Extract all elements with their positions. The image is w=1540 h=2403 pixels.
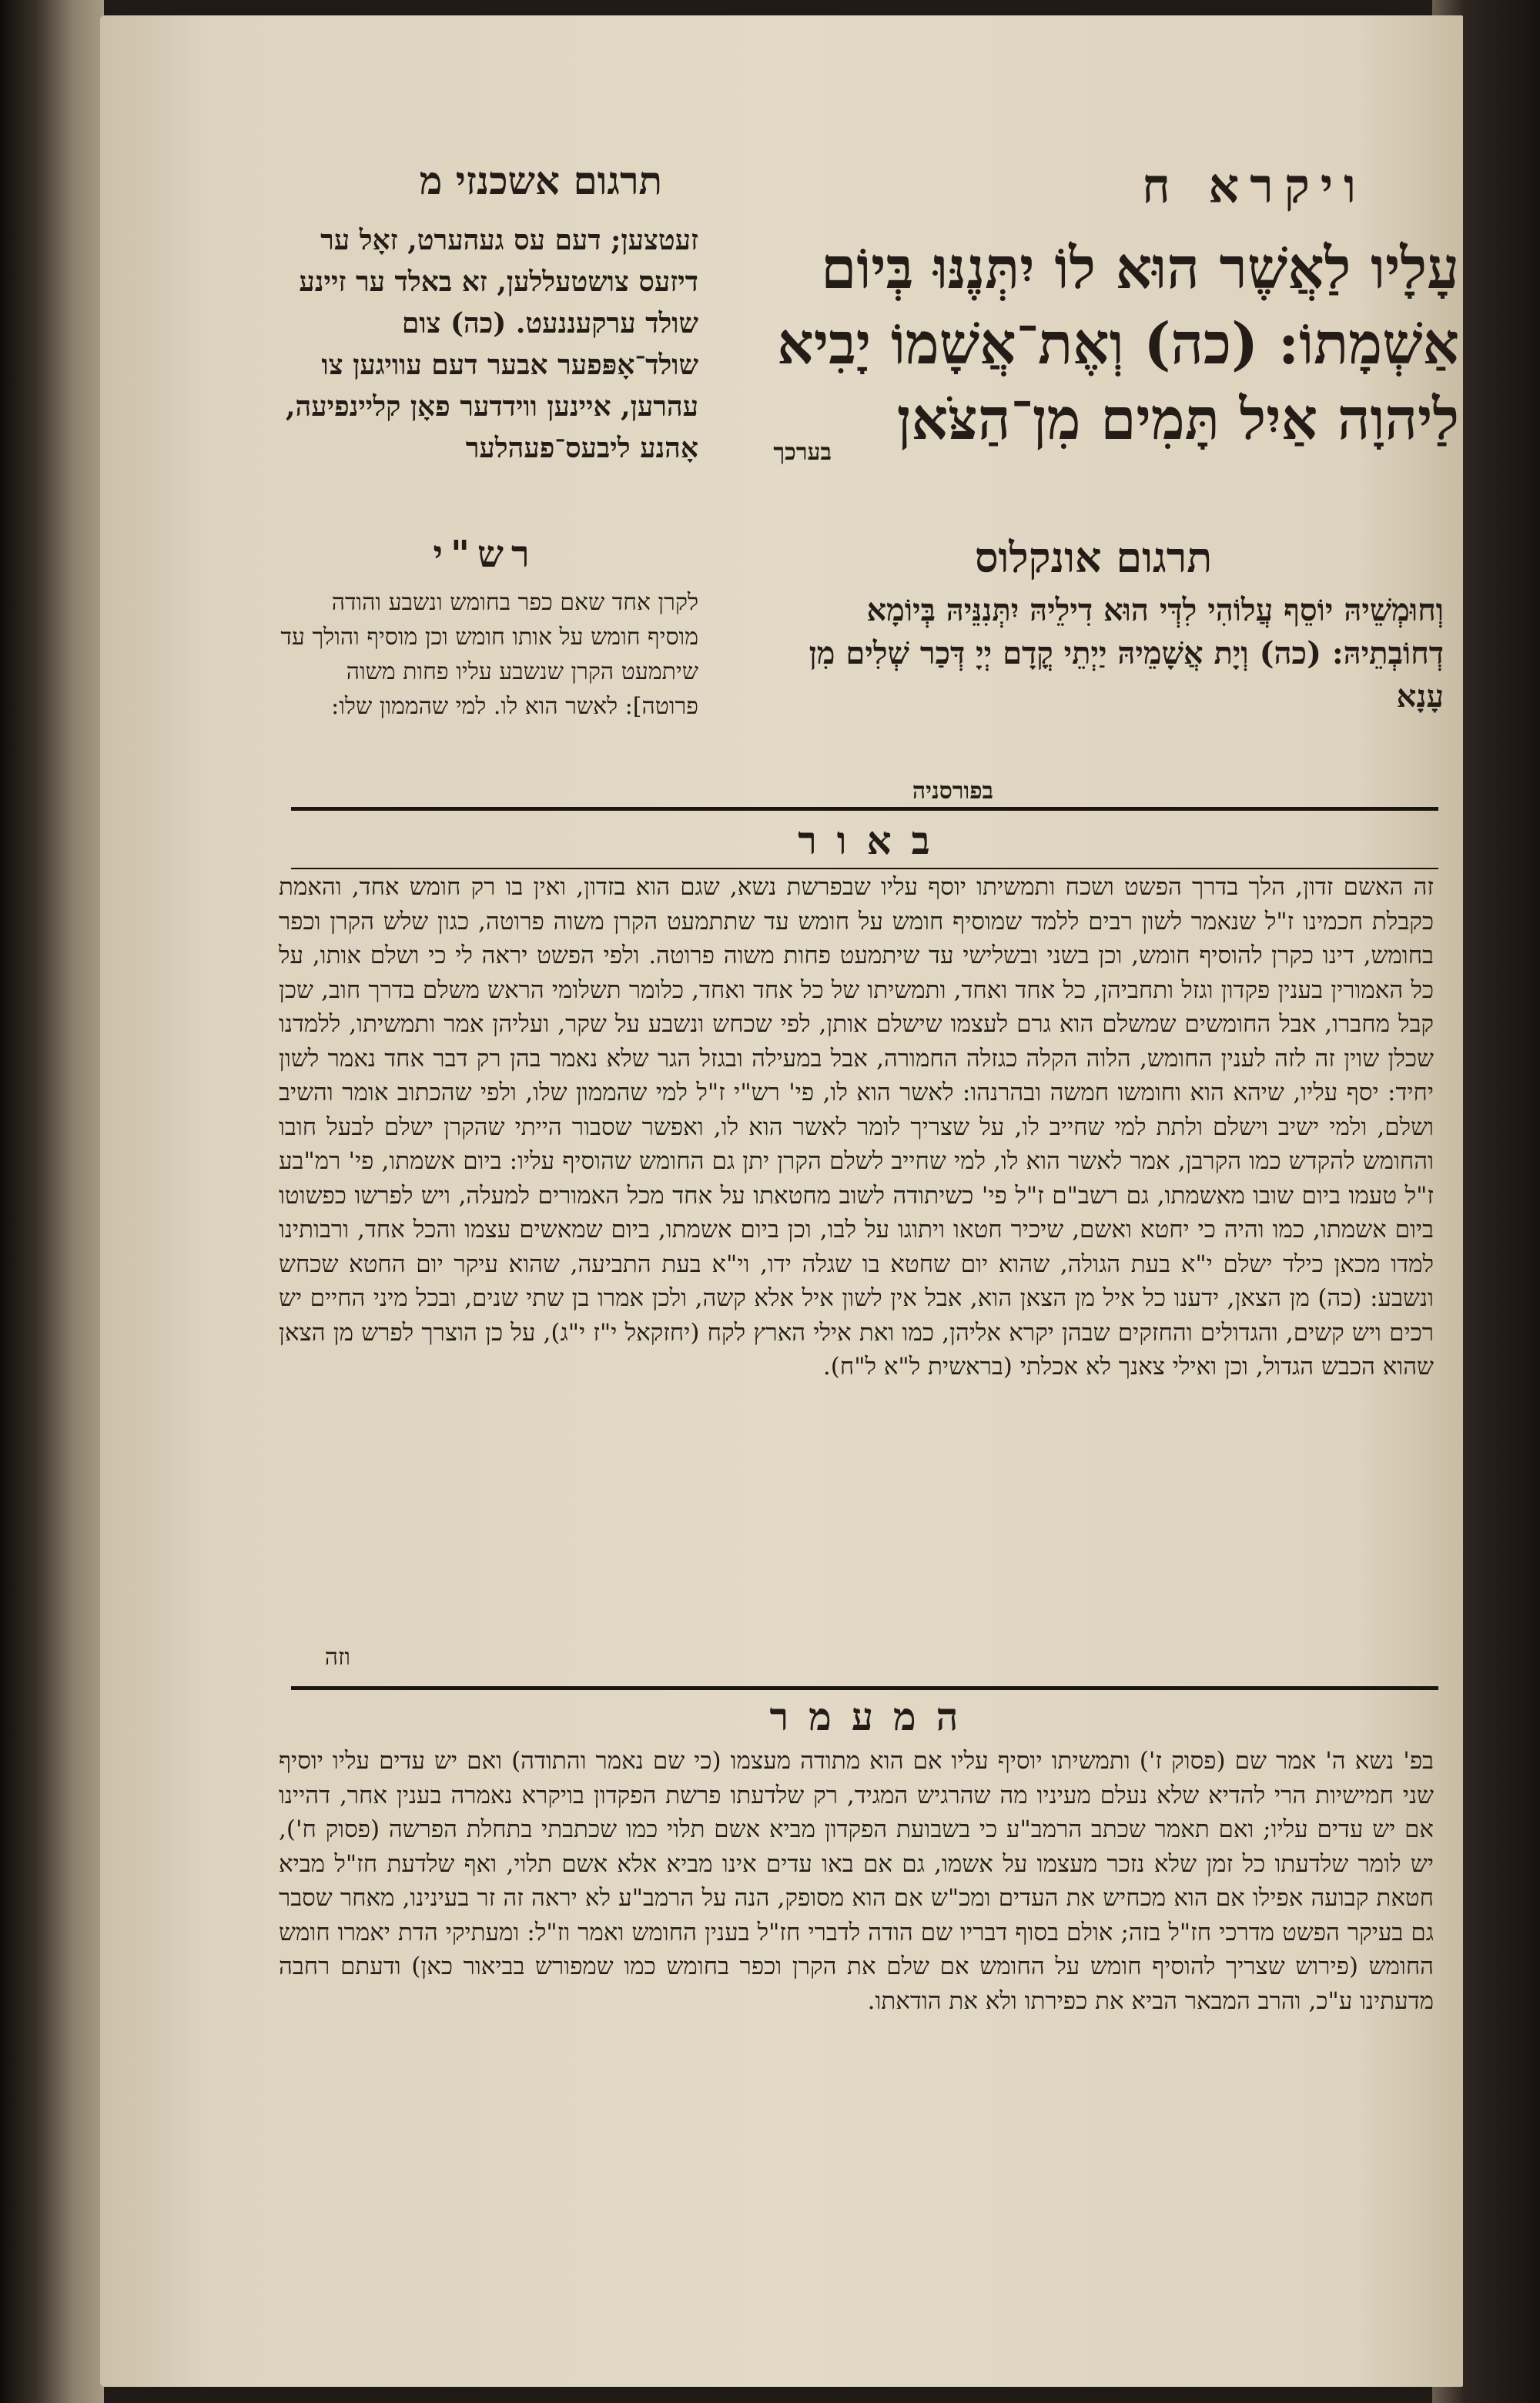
running-header-translation: תרגום אשכנזי מ	[419, 158, 662, 203]
biur-title: באור	[798, 818, 950, 863]
onkelos-marginal-note: בפורסניה	[912, 778, 993, 805]
verse-text: עָלָיו לַאֲשֶׁר הוּא לוֹ יִתְּנֶנּוּ בְּיוֹם אַשְׁמָתוֹ: (כה) וְאֶת־אֲשָׁמוֹ יָבִיא לַיהוָה אַיִל תָּמִים מִן־הַצֹּאן	[777, 236, 1459, 453]
meamar-title: המעמר	[769, 1694, 979, 1739]
catchword: וזה	[324, 1644, 350, 1671]
verse-marginal-note: בערכך	[773, 439, 832, 466]
divider-rule	[291, 868, 1438, 869]
book-left-edge	[0, 0, 104, 2403]
divider-rule	[291, 1686, 1438, 1690]
meamar-text: בפ' נשא ה' אמר שם (פסוק ז') ותמשיתו יוסיף עליו אם הוא מתודה מעצמו (כי שם נאמר והתודה) ואם יש עדים עליו יוסיף שני חמישיות הרי להדיא שלא נעלם מעיניו מה שהרגיש המגיד, רק שלדעתו פרשת הפקדון בויקרא נאמרה בענין אחר, דהיינו אם יש עדים עליו; ואם תאמר שכתב הרמב"ע כי בשבועת הפקדון מביא אשם תלוי כמו שכתבתי בתחלת הפרשה (פסוק ח'), יש לומר שלדעתו כל זמן שלא נזכר מעצמו על אשמו, גם אם באו עדים אינו מביא אלא אשם תלוי, ואף שלדעת חז"ל מביא חטאת קבועה אפילו אם הוא מכחיש את העדים ומכ"ש אם הוא מסופק, הנה על הרמב"ע לא יראה זה זר בעינינו, מאחר שסבר גם בעיקר הפשט מדרכי חז"ל בזה; אולם בסוף דבריו שם הודה לדברי חז"ל בענין החומש ואמר וז"ל: ומעתיקי הדת יאמרו חומש החומש (פירוש שצריך להוסיף חומש על החומש אם שלם את הקרן וכפר בחומש כמו שמפורש בביאור כאן) ודעתם רחבה מדעתינו ע"כ, והרב המבאר הביא את כפירתו ולא את הודאתו.	[279, 1747, 1434, 2015]
onkelos-text: וְחוּמְשֵׁיהּ יוֹסֵף עֲלוֹהִי לִדְּי הוּא דִילֵיהּ יִתְּנִנֵּיהּ בְּיוֹמָא דְחוֹבְתֵיהּ: (כה) וְיָת אֲשָׁמֵיהּ יַיְתֵי קֳדָם יְיָ דְּכַר שְׁלִים מִן עָנָא	[808, 592, 1444, 715]
running-header-book: ויקרא ח	[1142, 158, 1367, 214]
divider-rule	[291, 807, 1438, 811]
onkelos-title: תרגום אונקלוס	[974, 533, 1213, 582]
rashi-text: לקרן אחד שאם כפר בחומש ונשבע והודה מוסיף חומש על אותו חומש וכן מוסיף והולך עד שיתמעט הקרן שנשבע עליו פחות משוה פרוטה]: לאשר הוא לו. למי שהממון שלו:	[280, 589, 698, 720]
rashi-title: רש"י	[433, 533, 537, 576]
biur-text: זה האשם זדון, הלך בדרך הפשט ושכח ותמשיתו יוסף עליו שבפרשת נשא, שגם הוא בזדון, ואין בו רק חומש אחד, והאמת כקבלת חכמינו ז"ל שנאמר לשון רבים ללמד שמוסיף חומש על חומש עד שתתמעט הקרן משוה פרוטה, כגון שלש הקרן וכפר בחומש, דינו כקרן להוסיף חומש, וכן בשני ובשלישי עד שיתמעט פחות משוה פרוטה. ולפי הפשט יראה לי כי ושלם אותו, על כל האמורין בענין פקדון וגזל ותחביהן, כל אחד ואחד, ותמשיתו של כל אחד ואחד, כלומר תשלומי הראש משלם בדרך חוב, שכן קבל מחברו, אבל החומשים שמשלם הוא גרם לעצמו שישלם אותן, לפי שכחש ונשבע על שקר, ועליהן אמר ותמשיתו, ללמדנו שכלן שוין זה לזה לענין החומש, הלוה הקלה כגזלה החמורה, אבל במעילה ובגזל הגר שלא נאמר בהן רק דבר אחד נאמר לשון יחיד: יסף עליו, שיהא הוא וחומשו חמשה ובהרנהו: לאשר הוא לו, פי' רש"י ז"ל למי שהממון שלו, ולפי שהכתוב אומר והשיב ושלם, ולמי ישיב וישלם ולתת למי שחייב לו, על שצריך לומר לאשר הוא לו, ואפשר שסבור הייתי שהקרן ישלם לבעל חובו והחומש להקדש כמו הקרבן, אמר לאשר הוא לו, למי שחייב לשלם הקרן יתן גם החומש שהוסיף עליו: ביום אשמתו, פי' רמ"בע ז"ל טעמו ביום שובו מאשמתו, גם רשב"ם ז"ל פי' כשיתודה לשוב מחטאתו על אחד מכל האמורים למעלה, ויש לפרשו כפשוטו ביום אשמתו, כמו והיה כי יחטא ואשם, שיכיר חטאו ויתוגו על לבו, וכן ביום אשמתו, ביום שמאשים עצמו והכל אחד, ורבותינו למדו מכאן כילד ישלם י"א בעת הגולה, שהוא יום שחטא בו שגלה ידו, וי"א בעת התביעה, שהוא עיקר יום החטא שכחש ונשבע: (כה) מן הצאן, ידענו כל איל מן הצאן הוא, אבל אין לשון איל אלא קשה, ולכן אמרו בן שתי שנים, ובכל מיני החיים יש רכים ויש קשים, והגדולים והחזקים שבהן יקרא אליהן, כמו ואת אילי הארץ לקח (יחזקאל י"ז י"ג), על כן הוצרך לפרש מן הצאן שהוא הכבש הגדול, וכן ואילי צאנך לא אכלתי (בראשית ל"א ל"ח).	[279, 873, 1434, 1381]
german-translation: זעטצען; דעם עס געהערט, זאָל ער דיזעס צושטעללען, זא באלד ער זיינע שולד ערקעננעט. (כה) צום שולד־אָפּפער אבער דעם עוויגען צו עהרען, איינען ווידדער פאָן קליינפיעה, אָהנע ליבעס־פעהלער	[286, 224, 698, 464]
